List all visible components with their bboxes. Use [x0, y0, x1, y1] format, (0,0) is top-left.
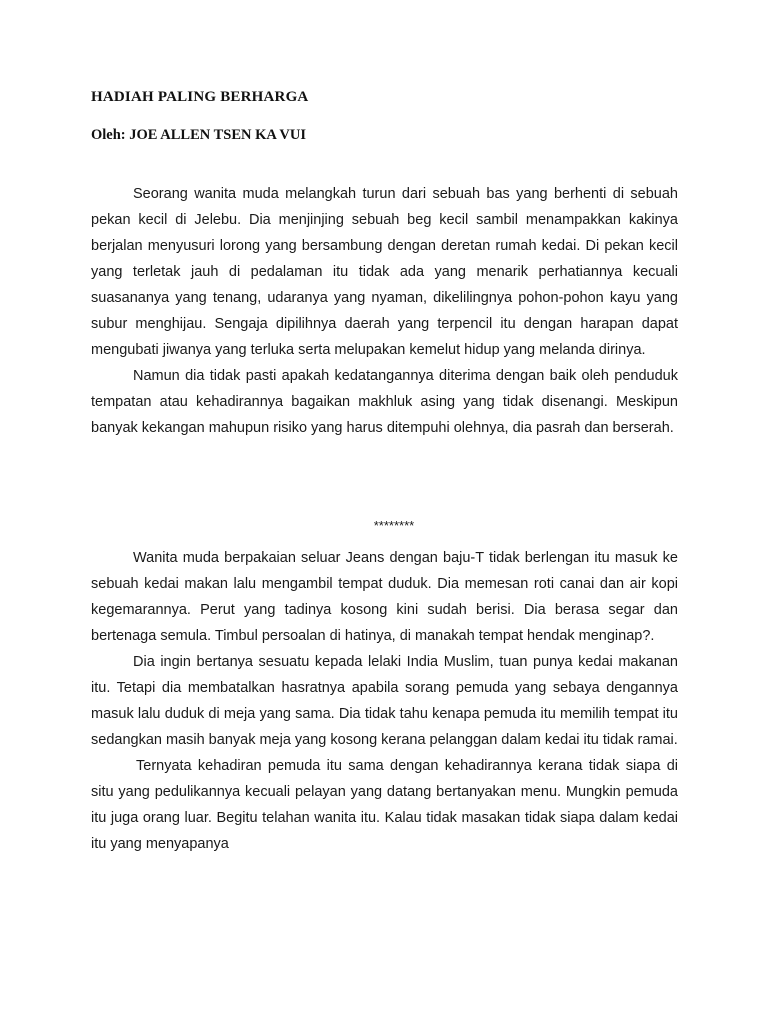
section-divider: ******** [373, 518, 415, 533]
paragraph: Seorang wanita muda melangkah turun dari sebuah bas yang berhenti di sebuah pekan kecil di Jelebu. Dia menjinjing sebuah beg kecil sambil menampakkan kakinya berjalan menyusuri lorong yang bersambung dengan deretan rumah kedai. Di pekan kecil yang terletak jauh di pedalaman itu tidak ada yang menarik perhatiannya kecuali suasananya yang tenang, udaranya yang nyaman, dikelilingnya pohon-pohon kayu yang subur menghijau. Sengaja dipilihnya daerah yang terpencil itu dengan harapan dapat mengubati jiwanya yang terluka serta melupakan kemelut hidup yang melanda dirinya. [91, 186, 678, 358]
paragraph: Namun dia tidak pasti apakah kedatangannya diterima dengan baik oleh penduduk tempatan atau kehadirannya bagaikan makhluk asing yang tidak disenangi. Meskipun banyak kekangan mahupun risiko yang harus ditempuhi olehnya, dia pasrah dan berserah. [91, 368, 678, 436]
section-1 [91, 181, 678, 441]
paragraph: Ternyata kehadiran pemuda itu sama dengan kehadirannya kerana tidak siapa di situ yang pedulikannya kecuali pelayan yang datang bertanyakan menu. Mungkin pemuda itu juga orang luar. Begitu telahan wanita itu. Kalau tidak masakan tidak siapa dalam kedai itu yang menyapanya [91, 758, 678, 852]
document-title: HADIAH PALING BERHARGA [91, 89, 309, 105]
document-author: Oleh: JOE ALLEN TSEN KA VUI [91, 127, 307, 143]
paragraph: Dia ingin bertanya sesuatu kepada lelaki India Muslim, tuan punya kedai makanan itu. Tetapi dia membatalkan hasratnya apabila sorang pemuda yang sebaya dengannya masuk lalu duduk di meja yang sama. Dia tidak tahu kenapa pemuda itu memilih tempat itu sedangkan masih banyak meja yang kosong kerana pelanggan dalam kedai itu tidak ramai. [91, 654, 678, 748]
section-2 [91, 545, 678, 857]
paragraph: Wanita muda berpakaian seluar Jeans dengan baju-T tidak berlengan itu masuk ke sebuah kedai makan lalu mengambil tempat duduk. Dia memesan roti canai dan air kopi kegemarannya. Perut yang tadinya kosong kini sudah berisi. Dia berasa segar dan bertenaga semula. Timbul persoalan di hatinya, di manakah tempat hendak menginap?. [91, 550, 678, 644]
